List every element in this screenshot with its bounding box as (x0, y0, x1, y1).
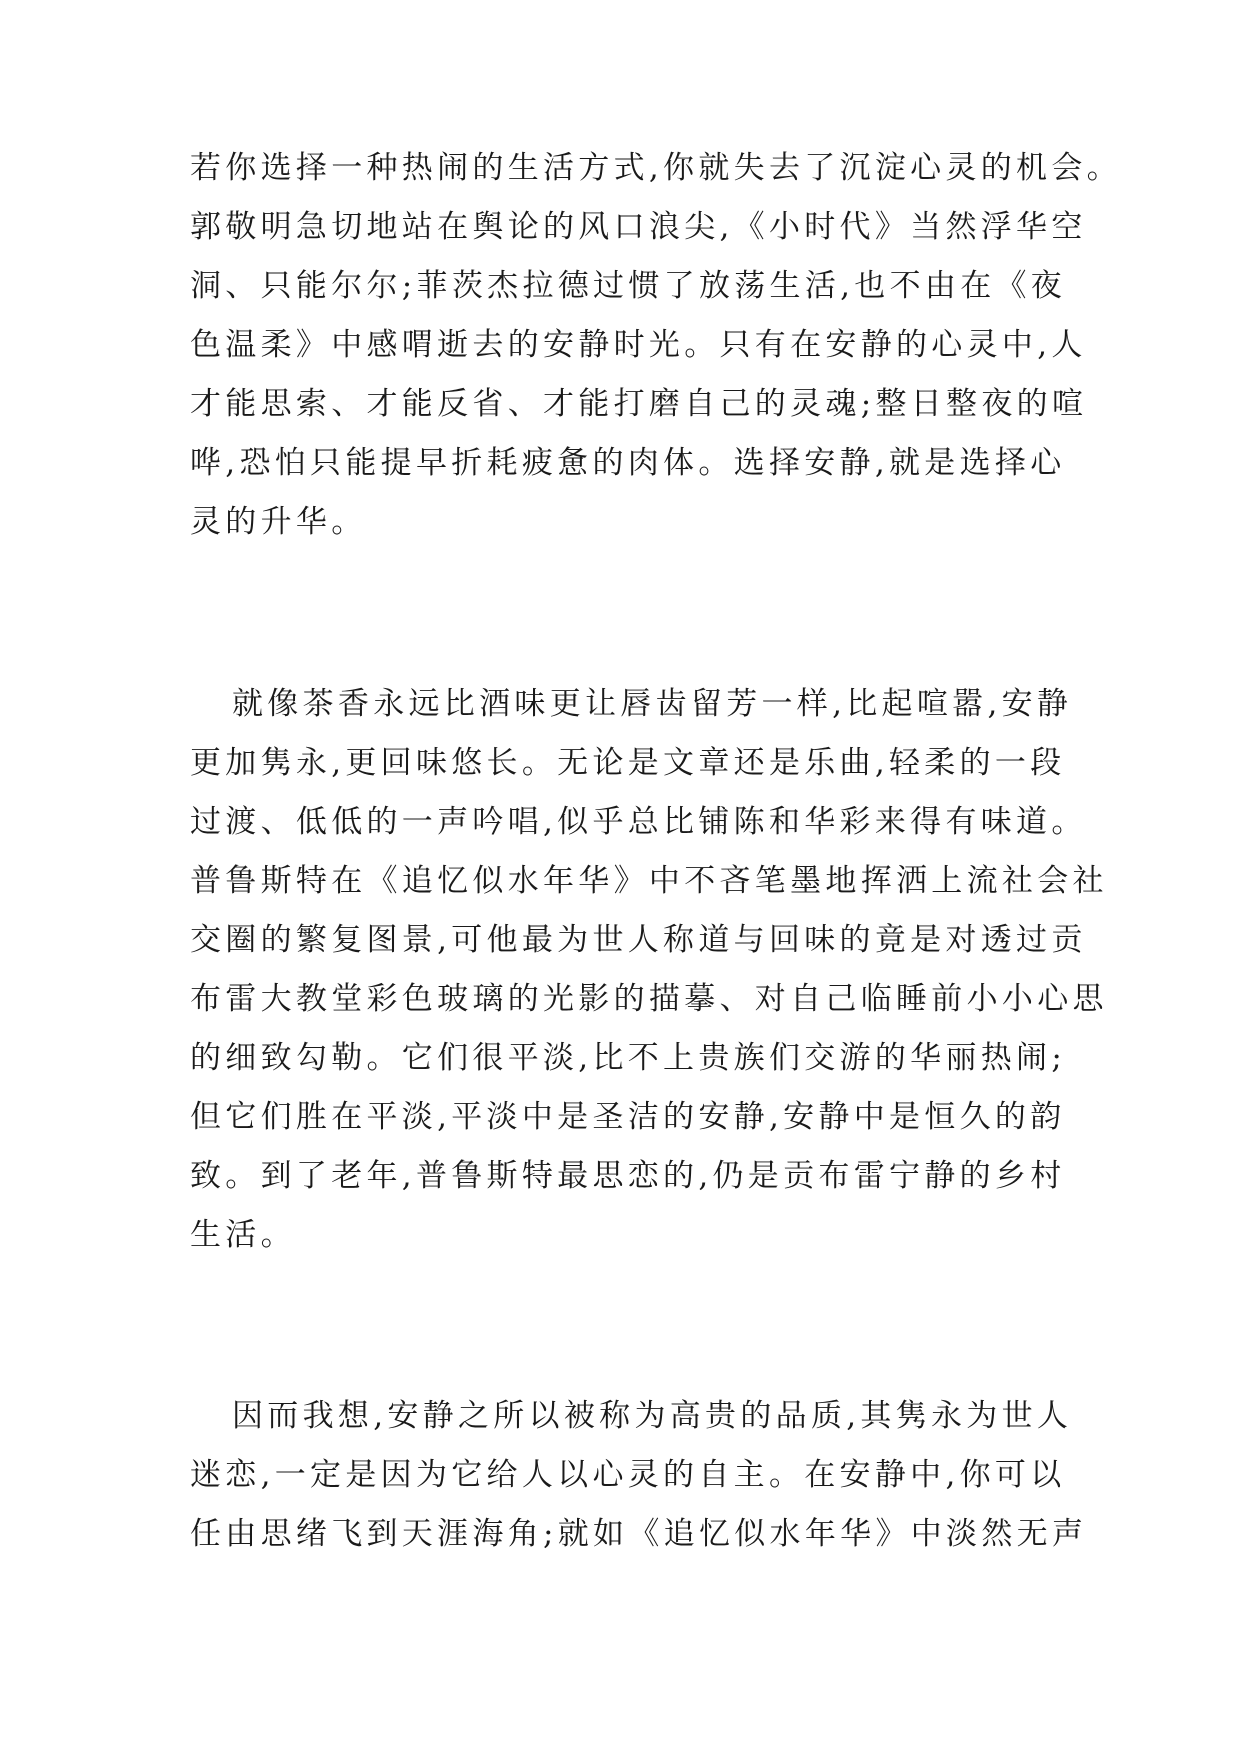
text-line: 灵的升华。 (190, 504, 367, 540)
text-line: 更加隽永,更回味悠长。无论是文章还是乐曲,轻柔的一段 (190, 745, 1066, 781)
text-line: 的细致勾勒。它们很平淡,比不上贵族们交游的华丽热闹; (190, 1040, 1067, 1076)
text-line: 致。到了老年,普鲁斯特最思恋的,仍是贡布雷宁静的乡村 (190, 1158, 1066, 1194)
text-line: 布雷大教堂彩色玻璃的光影的描摹、对自己临睡前小小心思 (190, 981, 1108, 1017)
text-line: 普鲁斯特在《追忆似水年华》中不吝笔墨地挥洒上流社会社 (190, 863, 1108, 899)
text-line: 交圈的繁复图景,可他最为世人称道与回味的竟是对透过贡 (190, 922, 1087, 958)
text-line: 才能思索、才能反省、才能打磨自己的灵魂;整日整夜的喧 (190, 386, 1088, 422)
text-line: 生活。 (190, 1217, 296, 1253)
text-line: 色温柔》中感喟逝去的安静时光。只有在安静的心灵中,人 (190, 327, 1087, 363)
text-line: 任由思绪飞到天涯海角;就如《追忆似水年华》中淡然无声 (190, 1516, 1088, 1552)
text-line: 因而我想,安静之所以被称为高贵的品质,其隽永为世人 (232, 1398, 1073, 1434)
text-line: 但它们胜在平淡,平淡中是圣洁的安静,安静中是恒久的韵 (190, 1099, 1066, 1135)
text-line: 哗,恐怕只能提早折耗疲惫的肉体。选择安静,就是选择心 (190, 445, 1066, 481)
text-line: 就像茶香永远比酒味更让唇齿留芳一样,比起喧嚣,安静 (232, 686, 1073, 722)
text-line: 若你选择一种热闹的生活方式,你就失去了沉淀心灵的机会。 (190, 150, 1122, 186)
text-line: 迷恋,一定是因为它给人以心灵的自主。在安静中,你可以 (190, 1457, 1066, 1493)
text-line: 洞、只能尔尔;菲茨杰拉德过惯了放荡生活,也不由在《夜 (190, 268, 1067, 304)
text-line: 郭敬明急切地站在舆论的风口浪尖,《小时代》当然浮华空 (190, 209, 1087, 245)
text-line: 过渡、低低的一声吟唱,似乎总比铺陈和华彩来得有味道。 (190, 804, 1087, 840)
